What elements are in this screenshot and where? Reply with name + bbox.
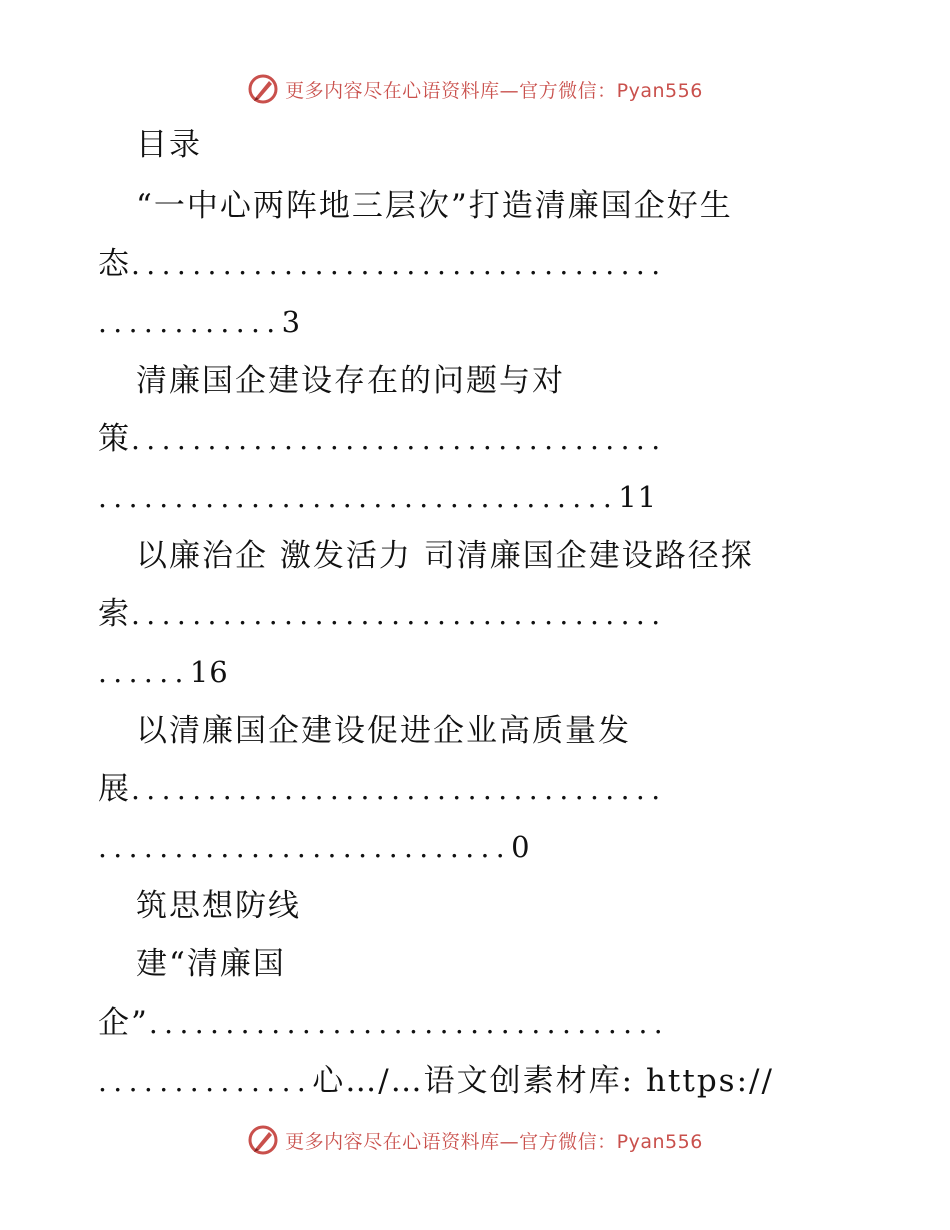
toc-entry-2-page-line[interactable]	[98, 472, 843, 522]
toc-entry-3-title[interactable]: 以廉治企 激发活力 司清廉国企建设路径探	[136, 538, 754, 574]
toc-entry-5-page-line[interactable]	[98, 1056, 843, 1106]
toc-entry-4-leader[interactable]	[98, 764, 843, 814]
header-watermark	[0, 71, 950, 107]
dot-leader: ...................................	[131, 248, 667, 281]
toc-entry-1-page-number: 3	[281, 305, 302, 339]
dot-leader: ..................................	[148, 1007, 670, 1040]
pen-seal-icon	[247, 73, 279, 105]
toc-entry-4-page-line[interactable]	[98, 822, 843, 872]
dot-leader: ...................................	[131, 423, 667, 456]
toc-entry-1-leader[interactable]	[98, 239, 843, 289]
toc-entry-3-page-number: 16	[189, 655, 229, 689]
toc-entry-5-subtitle[interactable]: 建“清廉国	[136, 946, 286, 982]
toc-title: 目录	[136, 127, 202, 163]
footer-watermark	[0, 1122, 950, 1158]
toc-entry-3-title-end: 索	[98, 596, 131, 632]
header-watermark-text: 更多内容尽在心语资料库—官方微信：Pyan556	[285, 79, 703, 102]
toc-entry-1-title-end: 态	[98, 246, 131, 282]
toc-entry-2-title[interactable]: 清廉国企建设存在的问题与对	[136, 363, 565, 399]
toc-entry-2-leader[interactable]	[98, 414, 843, 464]
toc-entry-4-page-number: 0	[511, 830, 531, 864]
dot-leader: ...........................	[98, 831, 512, 864]
toc-entry-5-title-end: 企”	[98, 1005, 149, 1041]
footer-watermark-text: 更多内容尽在心语资料库—官方微信：Pyan556	[285, 1130, 703, 1153]
toc-entry-4-title[interactable]: 以清廉国企建设促进企业高质量发	[136, 713, 631, 749]
toc-entry-5-leader[interactable]	[98, 998, 843, 1048]
toc-entry-2-page-number: 11	[618, 480, 658, 514]
toc-entry-3-leader[interactable]	[98, 589, 843, 639]
pen-seal-icon	[247, 1124, 279, 1156]
toc-entry-3-page-line[interactable]	[98, 647, 843, 697]
dot-leader: ...................................	[131, 598, 667, 631]
dot-leader: ..................................	[98, 481, 619, 514]
toc-entry-5-tail-text: 心…/…语文创素材库: https://	[312, 1063, 774, 1099]
toc-entry-5-title[interactable]: 筑思想防线	[136, 888, 301, 924]
toc-entry-4-title-end: 展	[98, 771, 131, 807]
dot-leader: ...................................	[131, 773, 667, 806]
dot-leader: ......	[98, 656, 190, 689]
dot-leader: ..............	[98, 1065, 313, 1098]
toc-entry-1-page-line[interactable]	[98, 297, 843, 347]
toc-entry-1-title[interactable]: “一中心两阵地三层次”打造清廉国企好生	[136, 188, 733, 224]
dot-leader: ............	[98, 306, 282, 339]
toc-entry-2-title-end: 策	[98, 421, 131, 457]
